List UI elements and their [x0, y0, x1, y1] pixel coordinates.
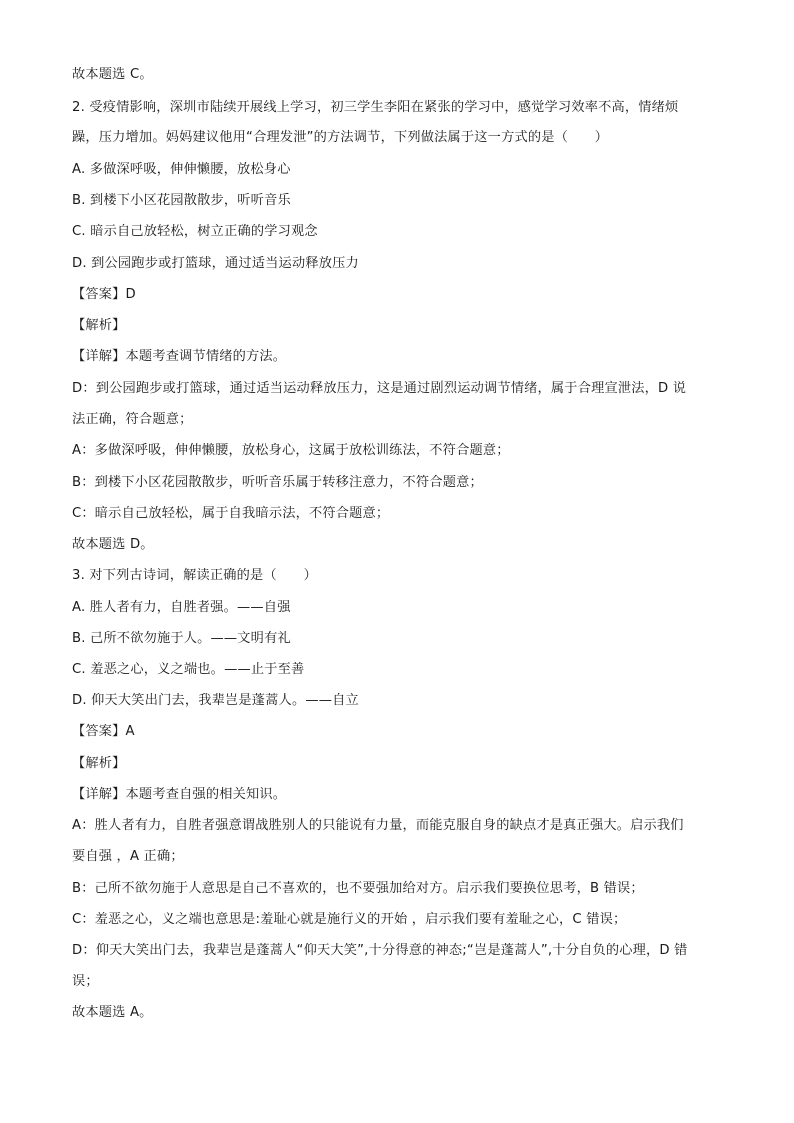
option-a: A. 胜人者有力，自胜者强。——自强: [72, 600, 291, 615]
detail-d: D：到公园跑步或打篮球，通过适当运动释放压力，这是通过剧烈运动调节情绪，属于合理宣泄法，D 说: [72, 381, 687, 396]
detail-d-cont: 法正确，符合题意；: [72, 412, 193, 427]
detail-d: D：仰天大笑出门去，我辈岂是蓬蒿人“仰天大笑”,十分得意的神态;“岂是蓬蒿人”,十分自负的心理，D 错: [72, 943, 688, 958]
detail-a: A：胜人者有力，自胜者强意谓战胜别人的只能说有力量，而能克服自身的缺点才是真正强大。启示我们: [72, 818, 684, 833]
question-2-stem-cont: 躁，压力增加。妈妈建议他用“合理发泄”的方法调节，下列做法属于这一方式的是（ ）: [72, 130, 609, 145]
option-c: C. 暗示自己放轻松，树立正确的学习观念: [72, 224, 318, 239]
option-b: B. 己所不欲勿施于人。——文明有礼: [72, 631, 291, 646]
conclusion-line: 故本题选 C。: [72, 67, 153, 82]
answer-label: 【答案】A: [72, 724, 135, 739]
option-a: A. 多做深呼吸，伸伸懒腰，放松身心: [72, 162, 291, 177]
analysis-label: 【解析】: [72, 318, 126, 333]
conclusion-line: 故本题选 D。: [72, 537, 154, 552]
conclusion-line: 故本题选 A。: [72, 1005, 153, 1020]
answer-label: 【答案】D: [72, 287, 136, 302]
detail-d-cont: 误；: [72, 974, 99, 989]
option-d: D. 仰天大笑出门去，我辈岂是蓬蒿人。——自立: [72, 693, 359, 708]
detail-c: C：暗示自己放轻松，属于自我暗示法，不符合题意；: [72, 506, 390, 521]
question-2-stem: 2. 受疫情影响，深圳市陆续开展线上学习，初三学生李阳在紧张的学习中，感觉学习效率不高，情绪烦: [72, 100, 679, 115]
analysis-label: 【解析】: [72, 756, 126, 771]
detail-c: C：羞恶之心，义之端也意思是:羞耻心就是施行义的开始 ，启示我们要有羞耻之心，C 错误；: [72, 912, 627, 927]
detail-b: B：己所不欲勿施于人意思是自己不喜欢的，也不要强加给对方。启示我们要换位思考，B 错误；: [72, 881, 644, 896]
question-3-stem: 3. 对下列古诗词，解读正确的是（ ）: [72, 568, 317, 583]
option-c: C. 羞恶之心，义之端也。——止于至善: [72, 662, 305, 677]
detail-b: B：到楼下小区花园散散步，听听音乐属于转移注意力，不符合题意；: [72, 475, 483, 490]
detail-a-cont: 要自强 ，A 正确；: [72, 849, 184, 864]
detail-a: A：多做深呼吸，伸伸懒腰，放松身心，这属于放松训练法，不符合题意；: [72, 443, 510, 458]
option-b: B. 到楼下小区花园散散步，听听音乐: [72, 193, 291, 208]
detail-intro: 【详解】本题考查调节情绪的方法。: [72, 349, 287, 364]
detail-intro: 【详解】本题考查自强的相关知识。: [72, 787, 287, 802]
option-d: D. 到公园跑步或打篮球，通过适当运动释放压力: [72, 256, 359, 271]
